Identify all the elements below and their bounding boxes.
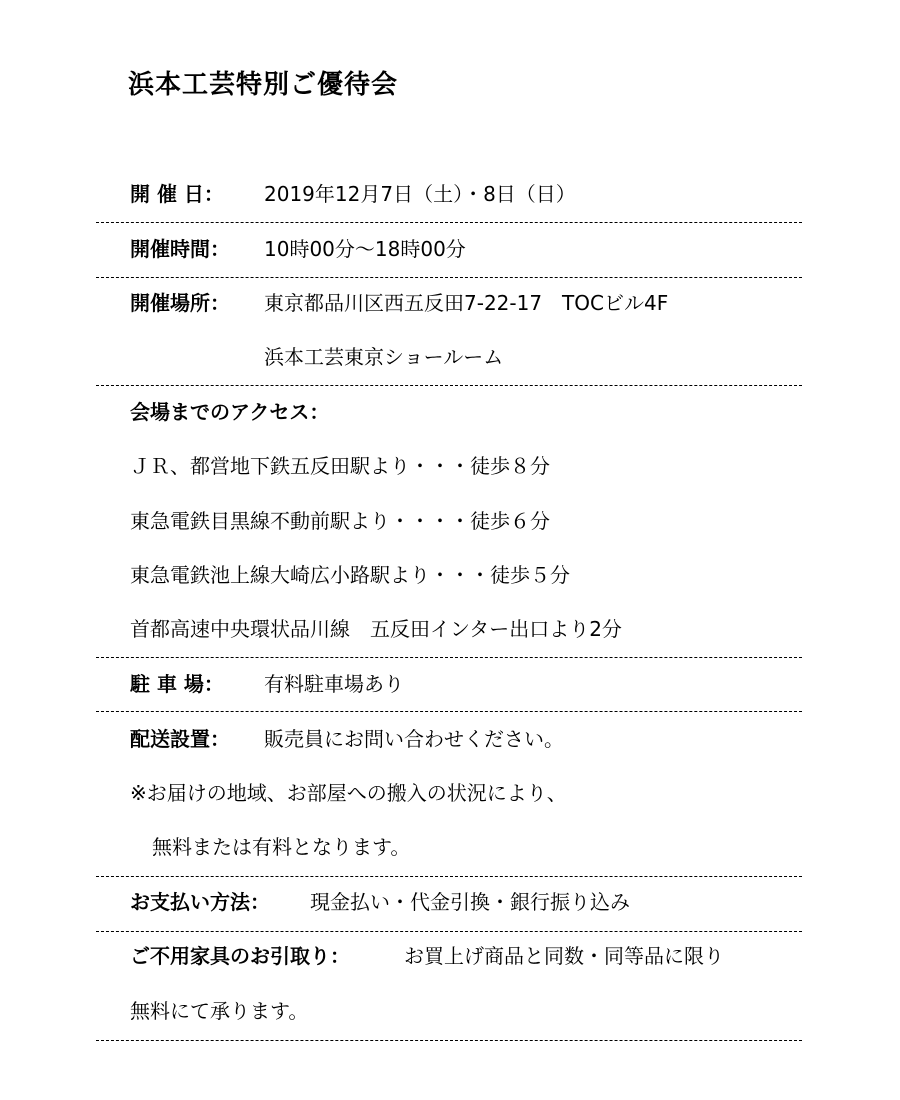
access-route: 東急電鉄目黒線不動前駅より・・・・徒歩６分 [130,509,550,533]
payment-value: 現金払い・代金引換・銀行振り込み [310,890,630,914]
divider [96,876,802,877]
date-row [130,180,576,208]
payment-row [130,888,630,916]
date-value: 2019年12月7日（土）・8日（日） [264,182,576,206]
access-label: 会場までのアクセス： [130,400,330,424]
access-route: 東急電鉄池上線大崎広小路駅より・・・徒歩５分 [130,563,570,587]
parking-value: 有料駐車場あり [264,672,404,696]
pickup-label: ご不用家具のお引取り： [130,944,350,968]
delivery-label: 配送設置： [130,727,230,751]
divider [96,931,802,932]
delivery-note: 無料または有料となります。 [152,835,411,859]
time-label: 開催時間： [130,237,230,261]
date-label: 開 催 日： [130,182,224,206]
access-route: 首都高速中央環状品川線 五反田インター出口より2分 [130,617,622,641]
divider [96,711,802,712]
delivery-row [130,725,564,753]
payment-label: お支払い方法： [130,890,270,914]
venue-address: 東京都品川区西五反田7-22-17 TOCビル4F [264,291,669,315]
divider [96,385,802,386]
time-value: 10時00分～18時00分 [264,237,466,261]
venue-name: 浜本工芸東京ショールーム [264,345,504,369]
pickup-value: お買上げ商品と同数・同等品に限り [404,944,724,968]
access-route: ＪＲ、都営地下鉄五反田駅より・・・徒歩８分 [130,454,550,478]
divider [96,657,802,658]
pickup-note: 無料にて承ります。 [130,999,309,1023]
venue-row [130,289,668,317]
access-label-row [130,398,329,426]
venue-label: 開催場所： [130,291,230,315]
divider [96,277,802,278]
delivery-value: 販売員にお問い合わせください。 [264,727,564,751]
time-row [130,235,466,263]
parking-label: 駐 車 場： [130,672,224,696]
delivery-note: ※お届けの地域、お部屋への搬入の状況により、 [130,781,567,805]
pickup-row [130,942,724,970]
divider [96,1040,802,1041]
divider [96,222,802,223]
parking-row [130,670,404,698]
page-title: 浜本工芸特別ご優待会 [128,70,399,100]
